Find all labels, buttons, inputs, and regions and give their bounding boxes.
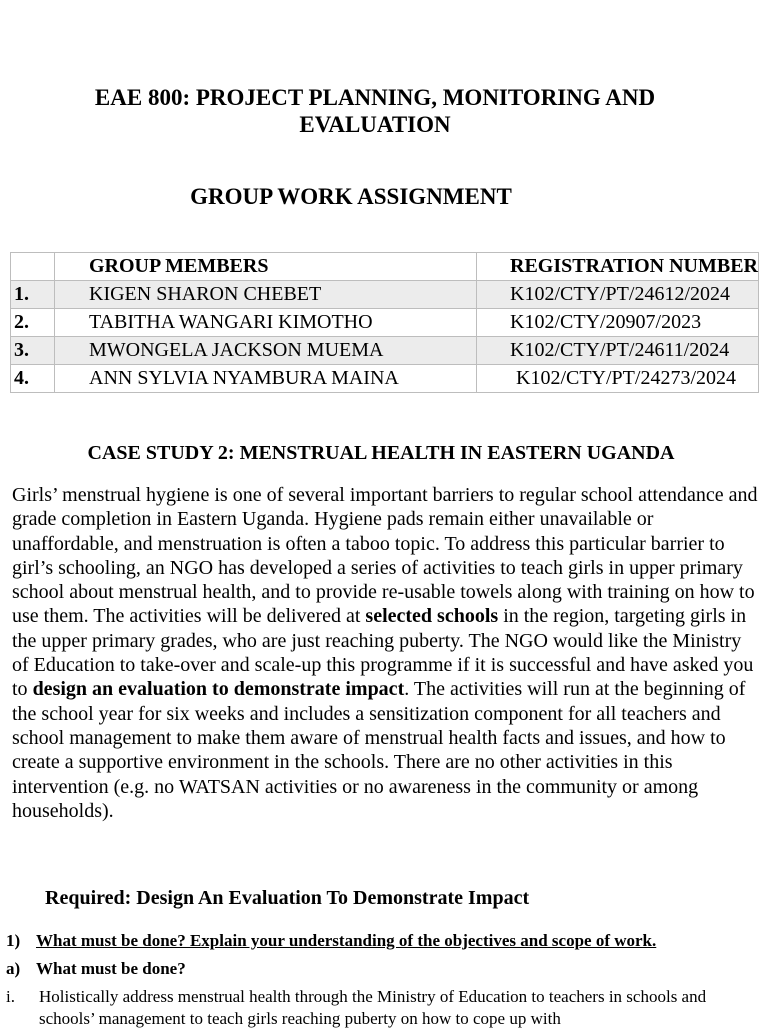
row-number: 4. <box>11 365 55 393</box>
member-name: TABITHA WANGARI KIMOTHO <box>55 309 477 337</box>
question-number: 1) <box>6 931 21 950</box>
paragraph-text: in the region, targeting girls in the upper primary grades, who are just reaching puberty. The NGO would like the Ministry of Education to take-over and scale-up this programme if it is successful and have asked you to <box>12 605 754 701</box>
column-header-registration: REGISTRATION NUMBER <box>477 253 759 281</box>
sub-question-text: What must be done? <box>36 959 186 978</box>
registration-number: K102/CTY/20907/2023 <box>477 309 759 337</box>
table-row <box>11 337 759 365</box>
question-1 <box>6 930 656 952</box>
member-name: MWONGELA JACKSON MUEMA <box>55 337 477 365</box>
table-row <box>11 281 759 309</box>
question-text: What must be done? Explain your understanding of the objectives and scope of work. <box>36 931 657 950</box>
sub-question-letter: a) <box>6 959 21 978</box>
table-row <box>11 309 759 337</box>
registration-number: K102/CTY/PT/24612/2024 <box>477 281 759 309</box>
list-item <box>6 986 756 1030</box>
paragraph-text: Girls’ menstrual hygiene is one of several important barriers to regular school attendance and grade completion in Eastern Uganda. Hygiene pads remain either unavailable or unaffordable, and menstruation is often a taboo topic. To address this particular barrier to girl’s schooling, an NGO has developed a series of activities to teach girls in upper primary school about menstrual health, and to provide re-usable towels along with training on how to use them. The activities will be delivered at <box>12 484 758 628</box>
column-header-members: GROUP MEMBERS <box>55 253 477 281</box>
table-row <box>11 365 759 393</box>
assignment-subtitle: GROUP WORK ASSIGNMENT <box>190 184 512 209</box>
list-item-text: Holistically address menstrual health through the Ministry of Education to teachers in schools and schools’ management to teach girls reaching puberty on how to cope up with <box>39 987 707 1028</box>
required-heading: Required: Design An Evaluation To Demonstrate Impact <box>45 887 530 909</box>
registration-number: K102/CTY/PT/24611/2024 <box>477 337 759 365</box>
row-number: 2. <box>11 309 55 337</box>
paragraph-bold-text: design an evaluation to demonstrate impact <box>32 678 405 701</box>
case-study-title: CASE STUDY 2: MENSTRUAL HEALTH IN EASTERN UGANDA <box>87 442 675 464</box>
group-members-table <box>10 252 759 393</box>
sub-question-a <box>6 958 186 980</box>
paragraph-text: . The activities will run at the beginning of the school year for six weeks and includes a sensitization component for all teachers and school management to make them aware of menstrual health facts and issues, and how to create a supportive environment in the schools. There are no other activities in this intervention (e.g. no WATSAN activities or no awareness in the community or among households). <box>12 678 746 822</box>
table-header-row <box>11 253 759 281</box>
row-number: 1. <box>11 281 55 309</box>
member-name: KIGEN SHARON CHEBET <box>55 281 477 309</box>
column-header-number <box>11 253 55 281</box>
document-title: EAE 800: PROJECT PLANNING, MONITORING AND EVALUATION <box>94 85 656 137</box>
registration-number: K102/CTY/PT/24273/2024 <box>477 365 759 393</box>
case-study-paragraph <box>12 483 760 823</box>
paragraph-bold-text: selected schools <box>365 605 499 628</box>
row-number: 3. <box>11 337 55 365</box>
list-item-numeral: i. <box>6 987 15 1006</box>
member-name: ANN SYLVIA NYAMBURA MAINA <box>55 365 477 393</box>
